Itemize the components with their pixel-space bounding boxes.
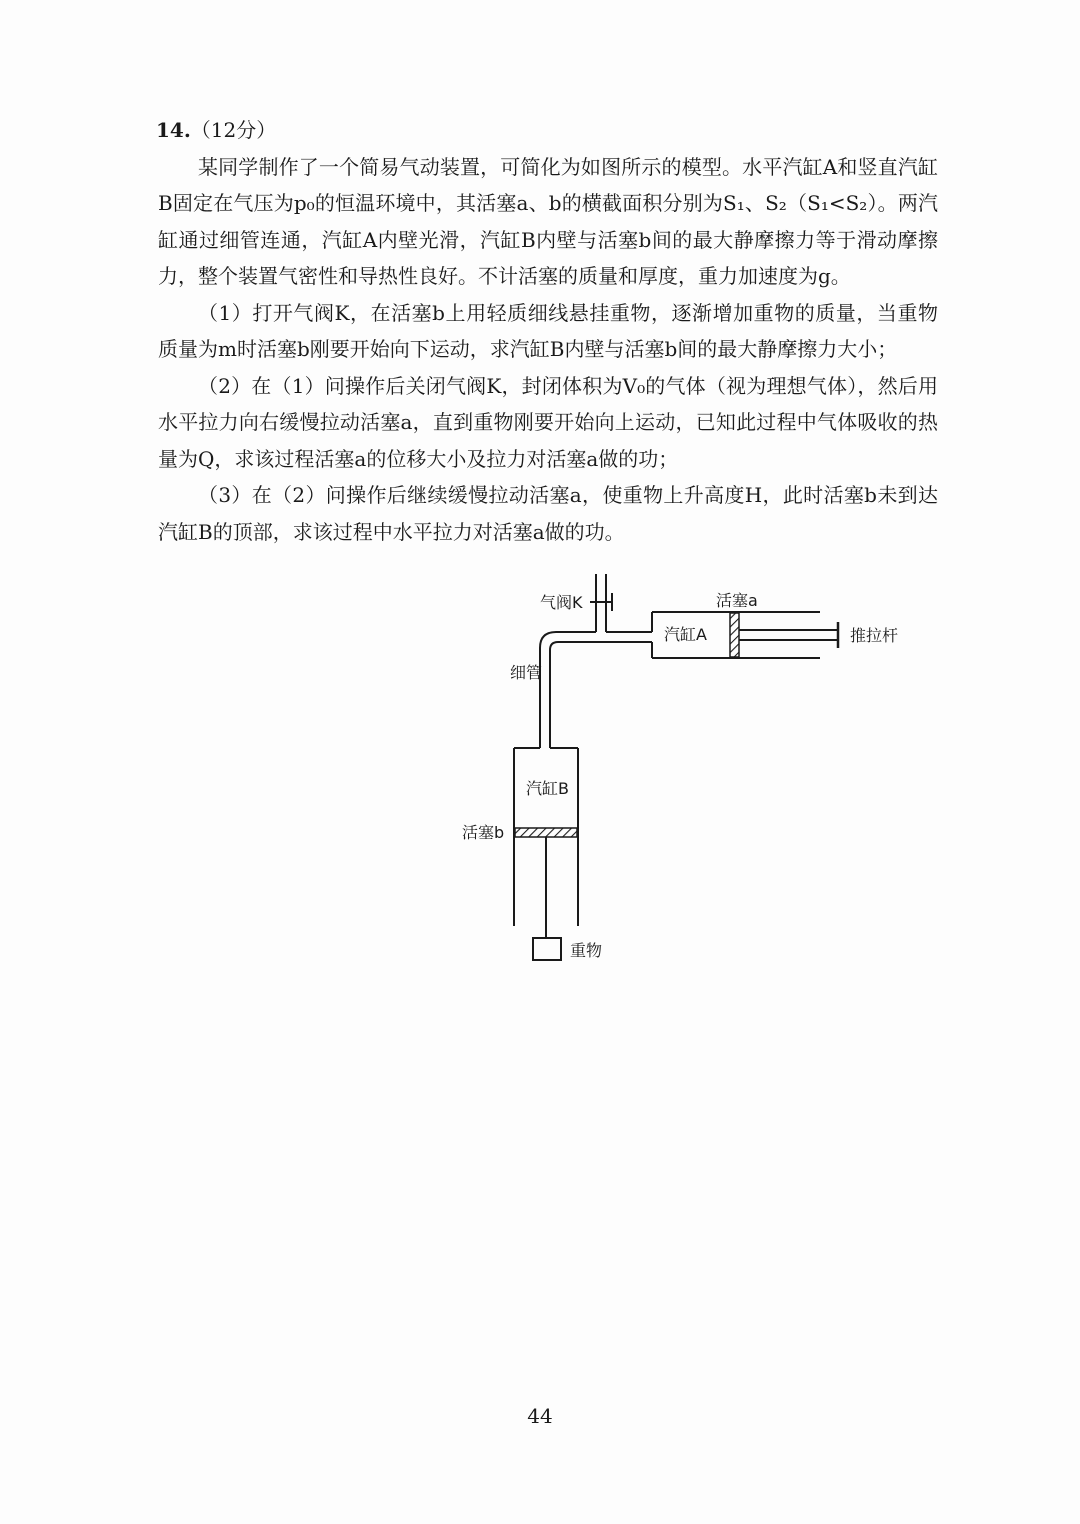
- question-14: [158, 112, 938, 550]
- question-number: 14.: [156, 118, 191, 142]
- question-score: （12分）: [190, 118, 277, 142]
- page-number: 44: [527, 1404, 553, 1428]
- thin-tube-label: 细管: [510, 663, 543, 682]
- cylinder-a-label: 汽缸A: [664, 625, 707, 644]
- apparatus-diagram: [440, 560, 940, 980]
- valve-label: 气阀K: [540, 593, 583, 612]
- weight: [533, 938, 561, 960]
- piston-b: [515, 828, 577, 837]
- question-part-2: （2）在（1）问操作后关闭气阀K，封闭体积为V₀的气体（视为理想气体），然后用水平拉力向右缓慢拉动活塞a，直到重物刚要开始向上运动，已知此过程中气体吸收的热量为Q，求该过程活塞a的位移大小及拉力对活塞a做的功；: [158, 373, 938, 471]
- thin-tube: [540, 632, 652, 748]
- apparatus-svg: [440, 560, 940, 980]
- question-header: [156, 112, 938, 149]
- valve-k-symbol: [590, 593, 612, 611]
- question-part-1: （1）打开气阀K，在活塞b上用轻质细线悬挂重物，逐渐增加重物的质量，当重物质量为m时活塞b刚要开始向下运动，求汽缸B内壁与活塞b间的最大静摩擦力大小；: [158, 300, 938, 361]
- push-rod-label: 推拉杆: [850, 626, 899, 645]
- piston-a: [730, 613, 739, 657]
- question-intro: 某同学制作了一个简易气动装置，可简化为如图所示的模型。水平汽缸A和竖直汽缸B固定在气压为p₀的恒温环境中，其活塞a、b的横截面积分别为S₁、S₂（S₁<S₂）。两汽缸通过细管连通，汽缸A内壁光滑，汽缸B内壁与活塞b间的最大静摩擦力等于滑动摩擦力，整个装置气密性和导热性良好。不计活塞的质量和厚度，重力加速度为g。: [158, 154, 938, 288]
- piston-b-label: 活塞b: [462, 823, 505, 842]
- piston-a-label: 活塞a: [716, 591, 758, 610]
- question-part-3: （3）在（2）问操作后继续缓慢拉动活塞a，使重物上升高度H，此时活塞b未到达汽缸B的顶部，求该过程中水平拉力对活塞a做的功。: [158, 483, 938, 544]
- push-rod: [739, 622, 838, 648]
- cylinder-b-label: 汽缸B: [526, 779, 569, 798]
- weight-label: 重物: [570, 941, 603, 960]
